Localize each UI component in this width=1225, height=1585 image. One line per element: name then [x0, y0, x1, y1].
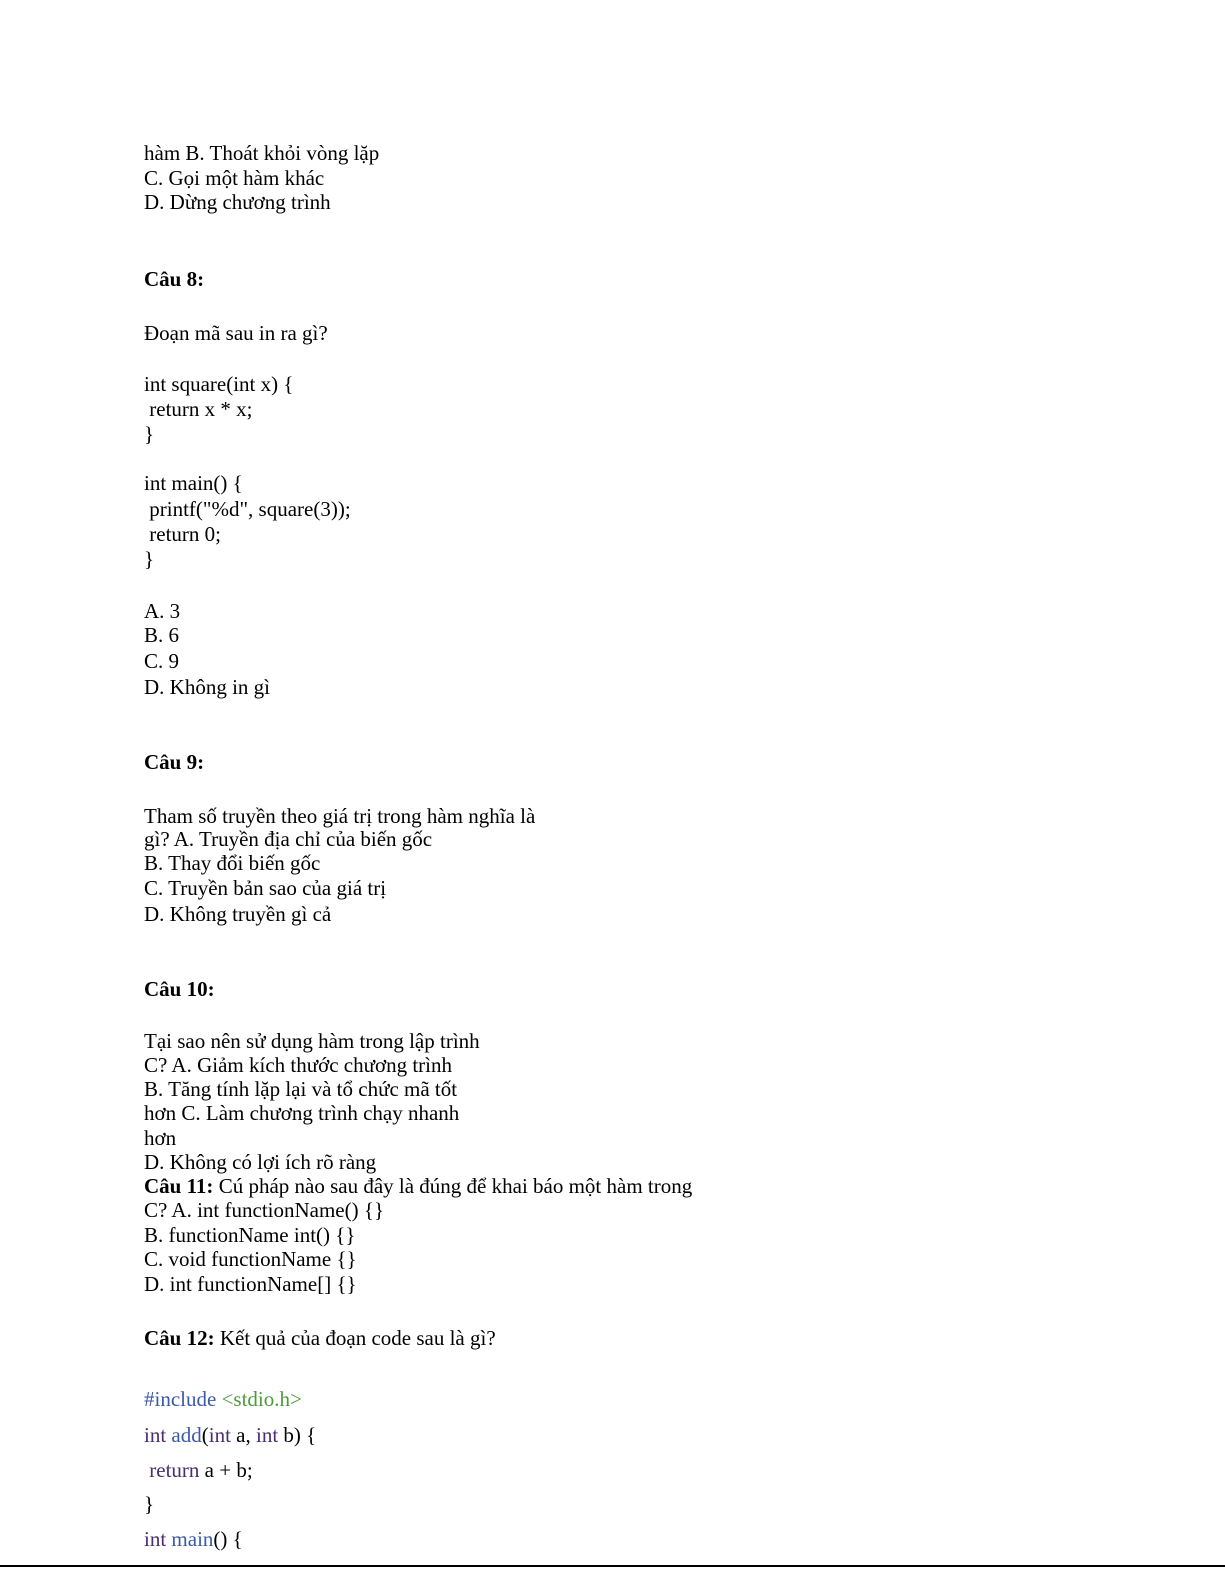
- q10-line: hơn: [144, 1126, 177, 1150]
- type-keyword: int: [256, 1423, 279, 1447]
- q8-heading: Câu 8:: [144, 267, 205, 291]
- q12-code-close: }: [144, 1492, 155, 1516]
- code-text: () {: [213, 1527, 243, 1551]
- q8-code-line: }: [144, 547, 155, 571]
- q9-line: B. Thay đổi biến gốc: [144, 851, 321, 875]
- preprocessor-keyword: #include: [144, 1387, 217, 1411]
- q12-question: [144, 1326, 496, 1350]
- q9-line: D. Không truyền gì cả: [144, 902, 332, 926]
- q10-line: B. Tăng tính lặp lại và tổ chức mã tốt: [144, 1077, 458, 1101]
- q10-line: C? A. Giảm kích thước chương trình: [144, 1053, 453, 1077]
- type-keyword: int: [208, 1423, 231, 1447]
- q8-code-line: int square(int x) {: [144, 372, 294, 396]
- q10-heading: Câu 10:: [144, 977, 215, 1001]
- code-text: a + b;: [199, 1458, 253, 1482]
- function-name: main: [171, 1527, 214, 1551]
- q8-option-b: B. 6: [144, 623, 180, 647]
- q8-option-c: C. 9: [144, 649, 180, 673]
- q12-code-include: [144, 1387, 302, 1411]
- q7-option-line: hàm B. Thoát khỏi vòng lặp: [144, 141, 380, 165]
- function-name: add: [171, 1423, 202, 1447]
- q8-question: Đoạn mã sau in ra gì?: [144, 321, 328, 345]
- q10-line: Tại sao nên sử dụng hàm trong lập trình: [144, 1029, 480, 1053]
- q11-line: C. void functionName {}: [144, 1247, 357, 1271]
- q8-option-d: D. Không in gì: [144, 675, 270, 699]
- q12-code-add-signature: [144, 1423, 316, 1447]
- q9-line: Tham số truyền theo giá trị trong hàm nghĩa là: [144, 804, 536, 828]
- q8-code-line: return x * x;: [144, 397, 253, 421]
- q12-code-main: [144, 1527, 243, 1551]
- q8-code-line: return 0;: [144, 522, 221, 546]
- type-keyword: int: [144, 1527, 167, 1551]
- return-keyword: return: [149, 1458, 200, 1482]
- q12-code-return: [144, 1458, 253, 1482]
- type-keyword: int: [144, 1423, 167, 1447]
- code-text: a,: [230, 1423, 256, 1447]
- q11-text: Cú pháp nào sau đây là đúng để khai báo một hàm trong: [213, 1174, 693, 1198]
- header-name: <stdio.h>: [221, 1387, 302, 1411]
- q9-line: gì? A. Truyền địa chỉ của biến gốc: [144, 827, 433, 851]
- q8-code-line: int main() {: [144, 471, 243, 495]
- q11-line: C? A. int functionName() {}: [144, 1198, 385, 1222]
- q8-code-line: }: [144, 422, 155, 446]
- q8-option-a: A. 3: [144, 599, 181, 623]
- q12-text: Kết quả của đoạn code sau là gì?: [214, 1326, 496, 1350]
- page-bottom-border: [0, 1565, 1225, 1567]
- q9-line: C. Truyền bản sao của giá trị: [144, 876, 387, 900]
- q11-label: Câu 11:: [144, 1174, 214, 1198]
- q11-question: [144, 1174, 692, 1198]
- code-paren: (: [201, 1423, 209, 1447]
- q10-line: hơn C. Làm chương trình chạy nhanh: [144, 1101, 460, 1125]
- q8-code-line: printf("%d", square(3));: [144, 497, 351, 521]
- q7-option-line: D. Dừng chương trình: [144, 190, 331, 214]
- q12-label: Câu 12:: [144, 1326, 215, 1350]
- q10-line: D. Không có lợi ích rõ ràng: [144, 1150, 377, 1174]
- q11-line: D. int functionName[] {}: [144, 1272, 357, 1296]
- q7-option-line: C. Gọi một hàm khác: [144, 166, 325, 190]
- q9-heading: Câu 9:: [144, 750, 205, 774]
- code-text: b) {: [278, 1423, 317, 1447]
- q11-line: B. functionName int() {}: [144, 1223, 356, 1247]
